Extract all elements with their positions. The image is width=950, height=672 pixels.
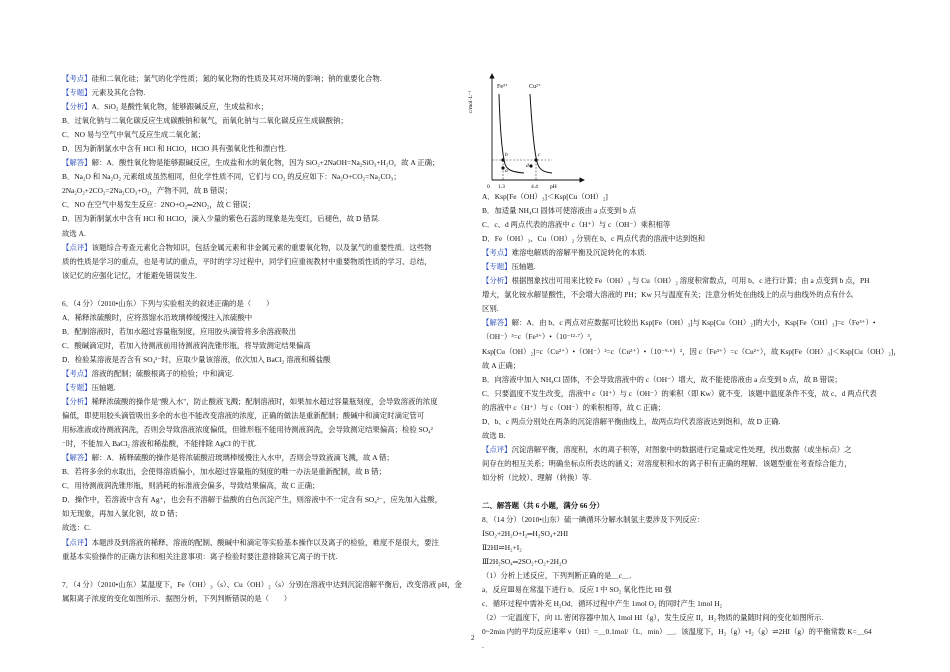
section-tag: 【专题】 <box>482 262 512 272</box>
cu-curve <box>530 94 552 173</box>
text-line: 【点评】本题涉及到溶液的稀释、溶液的配制、酸碱中和滴定等实验基本操作以及离子的检验，难度不是很大，要注 <box>62 537 439 547</box>
label-d: d <box>526 163 529 169</box>
text-line: C．NO 易与空气中氧气反应生成二氧化氮； <box>62 130 206 140</box>
text-line: （1）分析上述反应，下列判断正确的是＿c＿. <box>482 571 632 581</box>
section-tag: 【点评】 <box>62 537 92 547</box>
text-line: Ksp[Cu（OH）₂]=c（Cu²⁺）•（OH⁻）²=c（Cu²⁺）•（10⁻⁹·⁶）²，因 c（Fe³⁺）=c（Cu²⁺），故 Ksp[Fe（OH）₃]＜Ksp[Cu（OH）₂]， <box>482 346 901 356</box>
text-line: 的溶液中 c（H⁺）与 c（OH⁻）的乘积相等，故 C 正确； <box>482 402 666 412</box>
text-line: C．NO 在空气中易发生反应：2NO+O₂═2NO₂，故 C 错误； <box>62 200 255 210</box>
text-line: D．因为新制氯水中含有 HCl 和 HClO，HClO 具有强氧化性和漂白性. <box>62 144 287 154</box>
section-tag: 【专题】 <box>62 382 92 392</box>
spacer <box>62 283 462 297</box>
text-line: 故选 B. <box>482 430 506 440</box>
text-line: B．向溶液中加入 NH₄Cl 固体，不会导致溶液中的 c（OH⁻）增大，故不能使溶液由 a 点变到 b 点，故 B 错误； <box>482 374 842 384</box>
section-tag: 【解答】 <box>62 158 92 168</box>
question-8-stem: 8．（14 分）（2010•山东）硫一碘循环分解水制氢主要涉及下列反应： <box>482 515 705 525</box>
label-a: a <box>505 168 508 174</box>
text-line: a．反应Ⅲ易在常温下进行 b．反应 I 中 SO₂ 氧化性比 HI 强 <box>482 585 672 595</box>
text-line: 故选：C. <box>62 523 91 533</box>
reaction-1: ⅠSO₂+2H₂O+I₂═H₂SO₄+2HI <box>482 529 569 539</box>
text-line: B．过氧化钠与二氧化碳反应生成碳酸钠和氧气，而氧化钠与二氧化碳反应生成碳酸钠； <box>62 116 348 126</box>
section-tag: 【考点】 <box>62 368 92 378</box>
option-d: D．检验某溶液是否含有 SO₄²⁻时，应取少量该溶液，依次加入 BaCl₂ 溶液和稀盐酸 <box>62 354 331 364</box>
text-line: 【专题】压轴题. <box>482 262 536 272</box>
section-tag: 【点评】 <box>62 242 92 252</box>
y-axis-label: c/mol·L⁻¹ <box>468 90 474 113</box>
fe-label: Fe³⁺ <box>497 84 508 90</box>
text-line: 【解答】解：A．由 b、c 两点对应数据可比较出 Ksp[Fe（OH）₃]与 Ksp[Cu（OH）₂]的大小，Ksp[Fe（OH）₃]=c（Fe³⁺）• <box>482 318 876 328</box>
option-b: B．配制溶液时，若加水超过容量瓶刻度，应用胶头滴管将多余溶液吸出 <box>62 326 297 336</box>
spacer <box>62 564 462 578</box>
reaction-3: Ⅲ2H₂SO₄═2SO₂+O₂+2H₂O <box>482 557 567 567</box>
option-d: D．Fe（OH）₃、Cu（OH）₂ 分别在 b、c 两点代表的溶液中达到饱和 <box>482 234 705 244</box>
text-line: （2）一定温度下，向 1L 密闭容器中加入 1mol HI（g），发生反应 II，H₂ 物质的量随时间的变化如图所示. <box>482 613 824 623</box>
text-line: 用标准液或待测液润洗，否则会导致溶液浓度偏低，但锥形瓶不能用待测液润洗，会导致测定结果偏高；检验 SO₄² <box>62 425 433 435</box>
label-c: c <box>538 152 541 158</box>
section-tag: 【分析】 <box>482 276 512 286</box>
text-line: D．因为新制氯水中含有 HCl 和 HClO，滴入少量的紫色石蕊的现象是先变红，后褪色，故 D 错误. <box>62 214 380 224</box>
text-line: 重基本实验操作的正确方法和相关注意事项：离子检验时要注意排除其它离子的干扰. <box>62 551 338 561</box>
text-line: D．操作中，若溶液中含有 Ag⁺，也会有不溶解于盐酸的白色沉淀产生，则溶液中不一定含有 SO₄²⁻，应先加入盐酸， <box>62 495 443 505</box>
tick-label: 4.4 <box>531 184 538 190</box>
section-heading: 二、解答题（共 6 小题，满分 66 分） <box>482 500 604 510</box>
text-line: 【考点】难溶电解质的溶解平衡及沉淀转化的本质. <box>482 248 647 258</box>
section-tag: 【分析】 <box>62 397 92 407</box>
text-line: 偏低，即使用胶头滴管吸出多余的水也不能改变溶液的浓度，正确的做法是重新配制；酸碱中和滴定时滴定管可 <box>62 411 425 421</box>
section-tag: 【考点】 <box>62 74 92 83</box>
solubility-chart <box>468 68 894 190</box>
text-line: B．若将多余的水取出，会使得溶质偏小，加水超过容量瓶的刻度的唯一办法是重新配制，故 B 错； <box>62 467 386 477</box>
point-b <box>501 158 504 161</box>
text-line: 【分析】稀释浓硫酸的操作是"酸入水"，防止酸液飞溅；配制溶液时，如果加水超过容量瓶刻度，会导致溶液的浓度 <box>62 397 438 407</box>
point-d <box>529 164 532 167</box>
text-line: ⁻时，不能加入 BaCl₂ 溶液和稀盐酸，不能排除 AgCl 的干扰. <box>62 439 257 449</box>
section-tag: 【考点】 <box>482 248 512 258</box>
section-tag: 【分析】 <box>62 102 92 112</box>
text-line: 【点评】该题综合考查元素化合物知识，包括金属元素和非金属元素的重要氧化物，以及氯气的重要性质．这些物 <box>62 242 432 252</box>
text-line: B．Na₂O 和 Na₂O₂ 元素组成虽然相同，但化学性质不同，它们与 CO₂ 的反应如下：Na₂O+CO₂=Na₂CO₃； <box>62 172 401 182</box>
option-a: A．稀释浓硫酸时，应将蒸馏水沿玻璃棒缓慢注入浓硫酸中 <box>62 312 253 322</box>
text-line: 【点评】沉淀溶解平衡，溶度积，水的离子积等，对图象中的数据进行定量或定性处理，找出数据（或坐标点）之 <box>482 444 852 454</box>
reaction-2: Ⅱ2HI⇌H₂+I₂ <box>482 543 522 553</box>
text-line: 【分析】A．SiO₂ 是酸性氧化物，能够跟碱反应，生成盐和水； <box>62 102 269 112</box>
text-line: 【专题】压轴题. <box>62 382 116 392</box>
section-tag: 【点评】 <box>482 444 512 454</box>
text-line: C．只要温度不发生改变，溶液中 c（H⁺）与 c（OH⁻）的乘积（即 Kw）就不变．该题中温度条件不变，故 c、d 两点代表 <box>482 388 877 398</box>
option-c: C．c、d 两点代表的溶液中 c（H⁺）与 c（OH⁻）乘积相等 <box>482 220 671 230</box>
text-line: 【考点】硅和二氧化硅；氯气的化学性质；氮的氧化物的性质及其对环境的影响；钠的重要化合物. <box>62 74 382 83</box>
x-axis-label: pH <box>550 184 557 190</box>
page-number: 2 <box>471 634 475 642</box>
section-tag: 【专题】 <box>62 88 92 98</box>
text-line: 该记忆的应强化记忆，才能避免错误发生. <box>62 270 197 280</box>
text-line: C．用待测液润洗锥形瓶，则消耗的标准液会偏多，导致结果偏高，故 C 正确； <box>62 481 320 491</box>
text-line: 【专题】元素及其化合物. <box>62 88 146 98</box>
point-c <box>534 158 537 161</box>
text-line: 2Na₂O₂+2CO₂=2Na₂CO₃+O₂，产物不同，故 B 错误； <box>62 186 233 196</box>
text-line: c．循环过程中需补充 H₂Od．循环过程中产生 1mol O₂ 的同时产生 1mol H₂ <box>482 599 723 609</box>
tick-label: 0 <box>487 184 490 190</box>
text-line: 质的性质是学习的重点，也是考试的重点，平时的学习过程中，同学们应重视教材中重要物质性质的学习、总结， <box>62 256 432 266</box>
cu-label: Cu²⁺ <box>529 84 541 90</box>
option-a: A．Ksp[Fe（OH）₃]＜Ksp[Cu（OH）₂] <box>482 192 608 201</box>
text-line: 间存在的相互关系；明确坐标点所表达的涵义；对溶度积和水的离子积有正确的理解．该题型重在考查综合能力， <box>482 458 852 468</box>
label-b: b <box>505 152 508 158</box>
text-line: D．b、c 两点分别处在两条的沉淀溶解平衡曲线上，故两点均代表溶液达到饱和，故 D 正确. <box>482 416 781 426</box>
text-line: 增大，氯化铵水解显酸性，不会增大溶液的 PH；Kw 只与温度有关；注意分析处在曲线上的点与曲线外的点有什么 <box>482 290 854 300</box>
solubility-chart-svg <box>468 68 592 190</box>
section-tag: 【解答】 <box>62 453 92 463</box>
left-column <box>62 72 462 606</box>
tick-label: 1.3 <box>498 184 505 190</box>
question-7-stem: 7．（4 分）（2010•山东）某温度下，Fe（OH）₃（s）、Cu（OH）₂（s）分别在溶液中达到沉淀溶解平衡后，改变溶液 pH，金 <box>62 579 462 589</box>
text-line: 如无现象，再加入氯化钡，故 D 错； <box>62 509 182 519</box>
text-line: . <box>482 641 484 651</box>
spacer <box>482 485 894 499</box>
text-line: 【解答】解：A．稀释硫酸的操作是将浓硫酸沿玻璃棒缓慢注入水中，否则会导致液滴飞溅，故 A 错； <box>62 453 394 463</box>
text-line: 如分析（比较）、理解（转换）等. <box>482 472 592 482</box>
text-line: 【考点】溶液的配制；硫酸根离子的检验；中和滴定. <box>62 368 234 378</box>
text-line: 【解答】解：A．酸性氧化物是能够跟碱反应，生成盐和水的氧化物，因为 SiO₂+2NaOH=Na₂SiO₃+H₂O，故 A 正确； <box>62 158 440 168</box>
text-line: （OH⁻）³=c（Fe³⁺）•（10⁻¹²·⁷）³， <box>482 332 598 342</box>
question-6-stem: 6．（4 分）（2010•山东）下列与实验相关的叙述正确的是（ ） <box>62 298 274 308</box>
option-c: C．酸碱滴定时，若加入待测液前用待测液润洗锥形瓶，将导致测定结果偏高 <box>62 340 311 350</box>
text-line: 故 A 正确； <box>482 360 521 370</box>
section-tag: 【解答】 <box>482 318 512 328</box>
right-column <box>468 72 901 654</box>
text-line: 【分析】根据图象找出可用来比较 Fe（OH）₃ 与 Cu（OH）₂ 溶度积常数点，可用 b、c 进行计算；由 a 点变到 b 点，PH <box>482 276 870 286</box>
text-line: 属阳离子浓度的变化如图所示．据图分析，下列判断错误的是（ ） <box>62 593 292 603</box>
option-b: B．加适量 NH₄Cl 固体可使溶液由 a 点变到 b 点 <box>482 206 637 216</box>
text-line: 故选 A. <box>62 228 86 238</box>
text-line: 0~2min 内的平均反应速率 v（HI）=＿0.1mol/（L．min）＿．该温度下，H₂（g）+I₂（g）⇌2HI（g）的平衡常数 K=＿64 <box>482 627 872 637</box>
text-line: 区别. <box>482 304 499 314</box>
